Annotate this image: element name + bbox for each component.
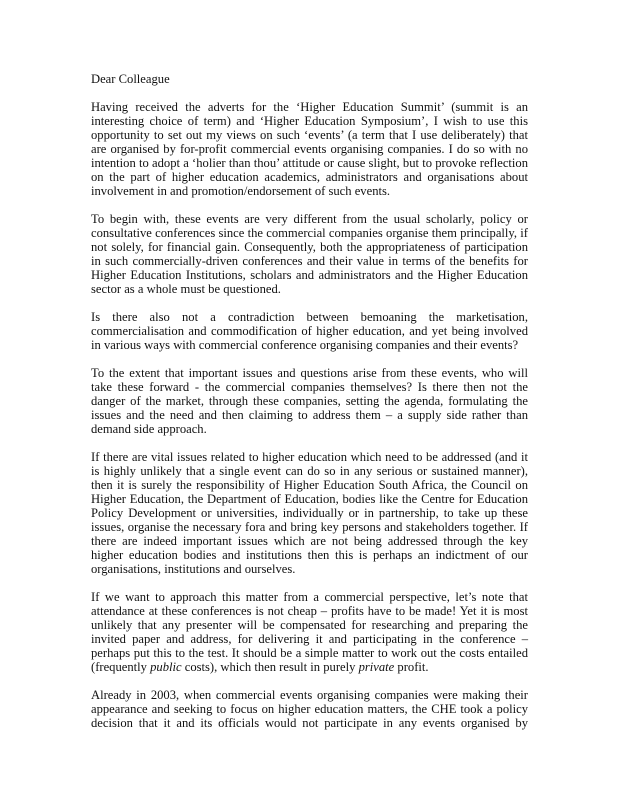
text-segment: profit.: [394, 660, 429, 674]
paragraph-che-2003: Already in 2003, when commercial events organising companies were making their appearance and seeking to focus on higher education matters, the CHE took a policy decision that it and its officials would not participate in any events organised by: [91, 688, 528, 730]
paragraph-scholarly-difference: To begin with, these events are very different from the usual scholarly, policy or consultative conferences since the commercial companies organise them principally, if not solely, for financial gain. Consequently, both the appropriateness of participation in such commercially-driven conferences and their value in terms of the benefits for Higher Education Institutions, scholars and administrators and the Higher Education sector as a whole must be questioned.: [91, 212, 528, 296]
emphasis-private: private: [358, 660, 395, 674]
paragraph-market-agenda: To the extent that important issues and questions arise from these events, who will take these forward - the commercial companies themselves? Is there then not the danger of the market, through these companies, setting the agenda, formulating the issues and the need and then claiming to address them – a supply side rather than demand side approach.: [91, 366, 528, 436]
paragraph-adverts: Having received the adverts for the ‘Higher Education Summit’ (summit is an interesting choice of term) and ‘Higher Education Symposium’, I wish to use this opportunity to set out my views on such ‘events’ (a term that I use deliberately) that are organised by for-profit commercial events organising companies. I do so with no intention to adopt a ‘holier than thou’ attitude or cause slight, but to provoke reflection on the part of higher education academics, administrators and organisations about involvement in and promotion/endorsement of such events.: [91, 100, 528, 198]
paragraph-commercial-perspective: [91, 590, 528, 674]
paragraph-vital-issues: If there are vital issues related to higher education which need to be addressed (and it is highly unlikely that a single event can do so in any serious or sustained manner), then it is surely the responsibility of Higher Education South Africa, the Council on Higher Education, the Department of Education, bodies like the Centre for Education Policy Development or universities, individually or in partnership, to take up these issues, organise the necessary fora and bring key persons and stakeholders together. If there are indeed important issues which are not being addressed through the key higher education bodies and institutions then this is perhaps an indictment of our organisations, institutions and ourselves.: [91, 450, 528, 576]
salutation: Dear Colleague: [91, 72, 170, 86]
emphasis-public: public: [150, 660, 182, 674]
paragraph-contradiction: Is there also not a contradiction between bemoaning the marketisation, commercialisation and commodification of higher education, and yet being involved in various ways with commercial conference organising companies and their events?: [91, 310, 528, 352]
letter-page: [91, 72, 528, 744]
text-segment: If we want to approach this matter from a commercial perspective, let’s note that attendance at these conferences is not cheap – profits have to be made! Yet it is most unlikely that any presenter will be compensated for researching and preparing the invited paper and address, for delivering it and participating in the conference – perhaps put this to the test. It should be a simple matter to work out the costs entailed (frequently: [91, 590, 528, 674]
text-segment: costs), which then result in purely: [181, 660, 359, 674]
